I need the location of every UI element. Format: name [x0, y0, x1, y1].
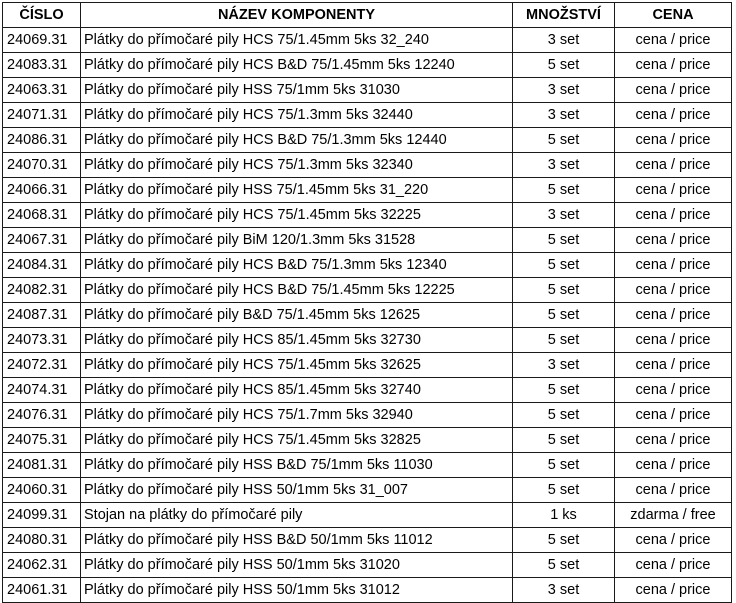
- table-row: [3, 203, 732, 228]
- cell-cislo: 24072.31: [3, 353, 81, 378]
- cell-nazev: Plátky do přímočaré pily HCS 75/1.45mm 5ks 32825: [81, 428, 513, 453]
- cell-mnozstvi: 3 set: [513, 203, 615, 228]
- table-row: [3, 228, 732, 253]
- cell-cena: cena / price: [615, 303, 732, 328]
- cell-mnozstvi: 3 set: [513, 153, 615, 178]
- cell-cislo: 24063.31: [3, 78, 81, 103]
- cell-cislo: 24067.31: [3, 228, 81, 253]
- cell-cislo: 24070.31: [3, 153, 81, 178]
- cell-mnozstvi: 5 set: [513, 428, 615, 453]
- table-row: [3, 303, 732, 328]
- cell-cena: cena / price: [615, 153, 732, 178]
- cell-cislo: 24076.31: [3, 403, 81, 428]
- cell-cislo: 24061.31: [3, 578, 81, 603]
- cell-nazev: Plátky do přímočaré pily HSS 50/1mm 5ks 31012: [81, 578, 513, 603]
- cell-mnozstvi: 5 set: [513, 228, 615, 253]
- cell-cislo: 24086.31: [3, 128, 81, 153]
- cell-nazev: Plátky do přímočaré pily HCS 85/1.45mm 5ks 32730: [81, 328, 513, 353]
- cell-mnozstvi: 1 ks: [513, 503, 615, 528]
- cell-cena: cena / price: [615, 378, 732, 403]
- cell-cena: cena / price: [615, 178, 732, 203]
- cell-cislo: 24081.31: [3, 453, 81, 478]
- table-row: [3, 503, 732, 528]
- table-row: [3, 28, 732, 53]
- cell-nazev: Plátky do přímočaré pily B&D 75/1.45mm 5ks 12625: [81, 303, 513, 328]
- cell-cena: zdarma / free: [615, 503, 732, 528]
- table-row: [3, 153, 732, 178]
- cell-cislo: 24083.31: [3, 53, 81, 78]
- cell-cislo: 24099.31: [3, 503, 81, 528]
- parts-table: [2, 2, 732, 603]
- table-row: [3, 578, 732, 603]
- cell-mnozstvi: 5 set: [513, 178, 615, 203]
- cell-mnozstvi: 5 set: [513, 278, 615, 303]
- cell-mnozstvi: 3 set: [513, 28, 615, 53]
- cell-cislo: 24073.31: [3, 328, 81, 353]
- cell-nazev: Plátky do přímočaré pily HSS B&D 75/1mm 5ks 11030: [81, 453, 513, 478]
- cell-mnozstvi: 5 set: [513, 328, 615, 353]
- cell-nazev: Plátky do přímočaré pily HCS 75/1.45mm 5ks 32625: [81, 353, 513, 378]
- table-row: [3, 328, 732, 353]
- cell-nazev: Plátky do přímočaré pily HCS B&D 75/1.45mm 5ks 12225: [81, 278, 513, 303]
- table-row: [3, 403, 732, 428]
- table-body: [3, 28, 732, 603]
- table-row: [3, 103, 732, 128]
- cell-mnozstvi: 5 set: [513, 253, 615, 278]
- cell-cena: cena / price: [615, 453, 732, 478]
- cell-cena: cena / price: [615, 278, 732, 303]
- cell-cena: cena / price: [615, 28, 732, 53]
- cell-cena: cena / price: [615, 103, 732, 128]
- table-row: [3, 53, 732, 78]
- table-row: [3, 553, 732, 578]
- cell-nazev: Plátky do přímočaré pily HCS B&D 75/1.45mm 5ks 12240: [81, 53, 513, 78]
- cell-cena: cena / price: [615, 478, 732, 503]
- cell-nazev: Plátky do přímočaré pily HCS 75/1.3mm 5ks 32340: [81, 153, 513, 178]
- cell-mnozstvi: 3 set: [513, 578, 615, 603]
- cell-cislo: 24071.31: [3, 103, 81, 128]
- table-header: [3, 3, 732, 28]
- cell-mnozstvi: 5 set: [513, 128, 615, 153]
- cell-cislo: 24068.31: [3, 203, 81, 228]
- cell-mnozstvi: 3 set: [513, 103, 615, 128]
- cell-nazev: Stojan na plátky do přímočaré pily: [81, 503, 513, 528]
- cell-cislo: 24074.31: [3, 378, 81, 403]
- header-cena: CENA: [615, 3, 732, 28]
- cell-mnozstvi: 5 set: [513, 478, 615, 503]
- cell-nazev: Plátky do přímočaré pily HCS 75/1.7mm 5ks 32940: [81, 403, 513, 428]
- cell-cena: cena / price: [615, 528, 732, 553]
- cell-cislo: 24060.31: [3, 478, 81, 503]
- cell-mnozstvi: 5 set: [513, 403, 615, 428]
- cell-nazev: Plátky do přímočaré pily HSS B&D 50/1mm 5ks 11012: [81, 528, 513, 553]
- cell-cislo: 24080.31: [3, 528, 81, 553]
- header-cislo: ČÍSLO: [3, 3, 81, 28]
- header-mnozstvi: MNOŽSTVÍ: [513, 3, 615, 28]
- cell-cena: cena / price: [615, 578, 732, 603]
- table-row: [3, 428, 732, 453]
- cell-nazev: Plátky do přímočaré pily BiM 120/1.3mm 5ks 31528: [81, 228, 513, 253]
- cell-mnozstvi: 5 set: [513, 528, 615, 553]
- cell-nazev: Plátky do přímočaré pily HCS 75/1.45mm 5ks 32225: [81, 203, 513, 228]
- cell-cena: cena / price: [615, 353, 732, 378]
- cell-cena: cena / price: [615, 203, 732, 228]
- cell-cena: cena / price: [615, 428, 732, 453]
- cell-nazev: Plátky do přímočaré pily HSS 50/1mm 5ks 31_007: [81, 478, 513, 503]
- cell-cislo: 24062.31: [3, 553, 81, 578]
- cell-nazev: Plátky do přímočaré pily HCS B&D 75/1.3mm 5ks 12440: [81, 128, 513, 153]
- cell-cislo: 24084.31: [3, 253, 81, 278]
- cell-mnozstvi: 3 set: [513, 353, 615, 378]
- cell-cena: cena / price: [615, 228, 732, 253]
- cell-nazev: Plátky do přímočaré pily HCS 75/1.3mm 5ks 32440: [81, 103, 513, 128]
- cell-nazev: Plátky do přímočaré pily HSS 75/1.45mm 5ks 31_220: [81, 178, 513, 203]
- cell-cislo: 24082.31: [3, 278, 81, 303]
- table-row: [3, 128, 732, 153]
- table-row: [3, 353, 732, 378]
- cell-cena: cena / price: [615, 253, 732, 278]
- header-nazev: NÁZEV KOMPONENTY: [81, 3, 513, 28]
- cell-cislo: 24066.31: [3, 178, 81, 203]
- cell-cena: cena / price: [615, 403, 732, 428]
- cell-mnozstvi: 5 set: [513, 453, 615, 478]
- table-row: [3, 528, 732, 553]
- table-row: [3, 253, 732, 278]
- cell-cena: cena / price: [615, 553, 732, 578]
- cell-nazev: Plátky do přímočaré pily HSS 50/1mm 5ks 31020: [81, 553, 513, 578]
- cell-nazev: Plátky do přímočaré pily HCS B&D 75/1.3mm 5ks 12340: [81, 253, 513, 278]
- cell-mnozstvi: 5 set: [513, 53, 615, 78]
- cell-cislo: 24075.31: [3, 428, 81, 453]
- cell-mnozstvi: 5 set: [513, 378, 615, 403]
- cell-nazev: Plátky do přímočaré pily HSS 75/1mm 5ks 31030: [81, 78, 513, 103]
- cell-cislo: 24069.31: [3, 28, 81, 53]
- table-row: [3, 78, 732, 103]
- table-row: [3, 453, 732, 478]
- cell-nazev: Plátky do přímočaré pily HCS 85/1.45mm 5ks 32740: [81, 378, 513, 403]
- cell-cislo: 24087.31: [3, 303, 81, 328]
- cell-cena: cena / price: [615, 128, 732, 153]
- table-row: [3, 478, 732, 503]
- cell-mnozstvi: 5 set: [513, 553, 615, 578]
- cell-mnozstvi: 3 set: [513, 78, 615, 103]
- cell-cena: cena / price: [615, 78, 732, 103]
- cell-nazev: Plátky do přímočaré pily HCS 75/1.45mm 5ks 32_240: [81, 28, 513, 53]
- cell-cena: cena / price: [615, 53, 732, 78]
- table-row: [3, 278, 732, 303]
- table-row: [3, 178, 732, 203]
- cell-cena: cena / price: [615, 328, 732, 353]
- table-row: [3, 378, 732, 403]
- header-row: [3, 3, 732, 28]
- cell-mnozstvi: 5 set: [513, 303, 615, 328]
